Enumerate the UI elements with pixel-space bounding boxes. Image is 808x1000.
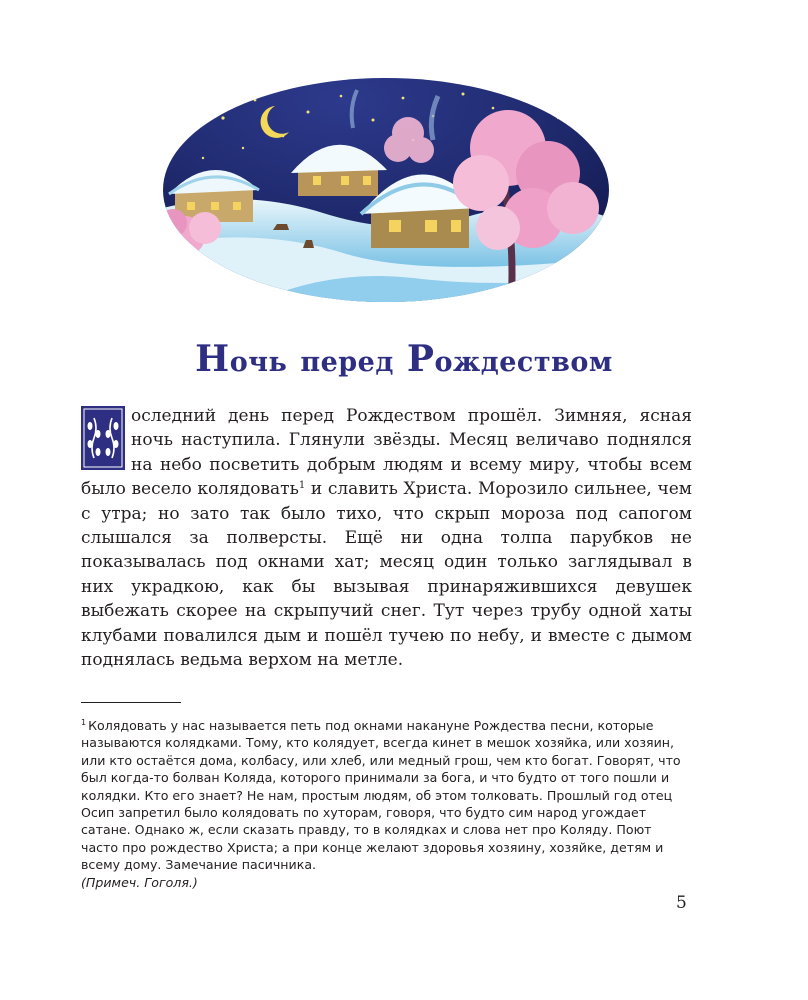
paragraph-part-1: оследний день перед Рождеством прошёл. Зимняя, ясная ночь наступила. Глянули звёзды. Месяц величаво поднялся на небо посветить добрым людям и всему миру, чтобы всем было весело колядовать xyxy=(81,406,692,500)
svg-text:П: П xyxy=(102,466,104,467)
page-number: 5 xyxy=(676,893,687,913)
chapter-title: Ночь перед Рождеством xyxy=(195,338,613,380)
footnote-number: 1 xyxy=(81,718,87,727)
main-text xyxy=(81,404,692,672)
winter-village-illustration xyxy=(163,78,610,308)
footnote-text: Колядовать у нас называется петь под окнами накануне Рождества песни, которые называются колядками. Тому, кто колядует, всегда кинет в мешок хозяйка, или хозяин, или кто остаётся дома, колбасу, или хлеб, или медный грош, чем кто богат. Говорят, что был когда-то болван Коляда, которого принимали за бога, и что будто от того пошли и колядки. Кто его знает? Не нам, простым людям, об этом толковать. Прошлый год отец Осип запретил было колядовать по хуторам, говоря, что будто сим народ угождает сатане. Однако ж, если сказать правду, то в колядках и слова нет про Коляду. Поют часто про рождество Христа; а при конце желают здоровья хозяину, хозяйке, детям и всему дому. Замечание пасичника. xyxy=(81,718,681,873)
footnote xyxy=(81,714,692,891)
footnote-divider xyxy=(81,702,181,703)
footnote-reference: 1 xyxy=(298,480,306,492)
paragraph-part-2: и славить Христа. Морозило сильнее, чем с утра; но зато так было тихо, что скрып мороза под сапогом слышался за полверсты. Ещё ни одна толпа парубков не показывалась под окнами хат; месяц один только заглядывал в них украдкою, как бы вызывая принаряжившихся девушек выбежать скорее на скрыпучий снег. Тут через трубу одной хаты клубами повалился дым и пошёл тучею по небу, и вместе с дымом поднялась ведьма верхом на метле. xyxy=(81,479,692,671)
dropcap-letter xyxy=(81,406,125,470)
footnote-author-note: (Примеч. Гоголя.) xyxy=(81,874,198,890)
